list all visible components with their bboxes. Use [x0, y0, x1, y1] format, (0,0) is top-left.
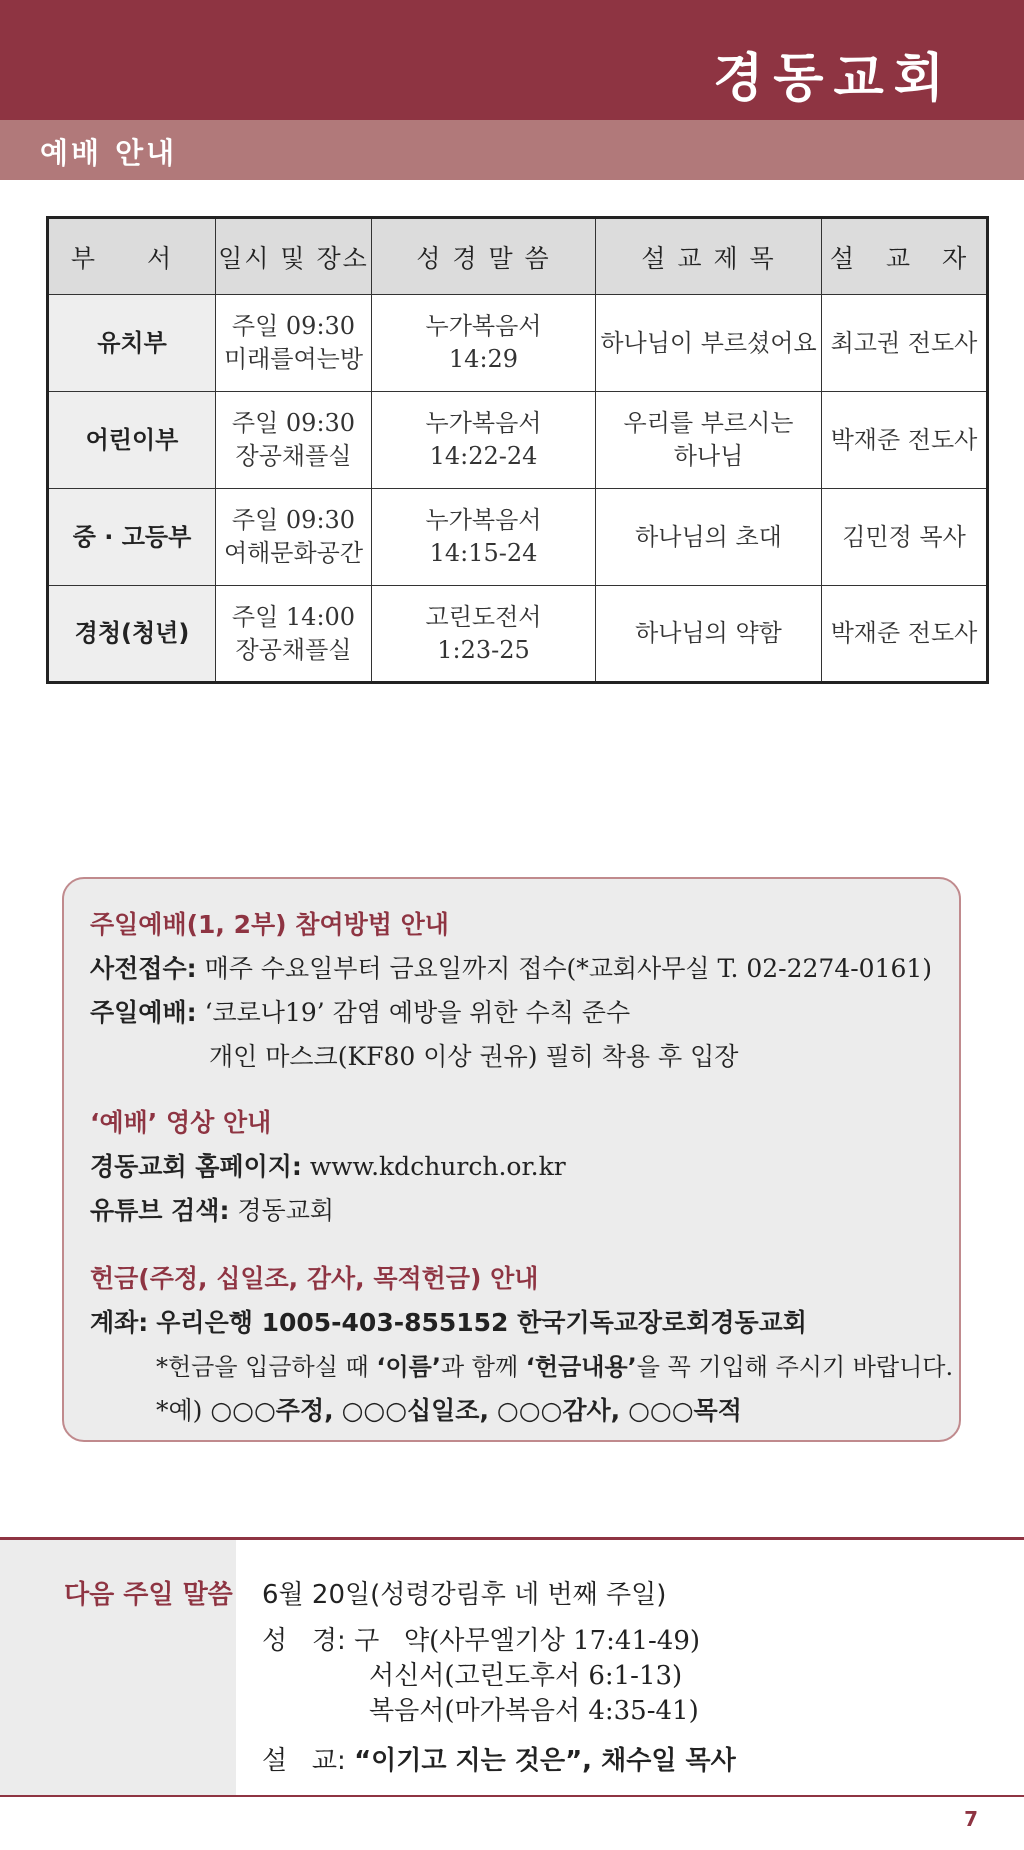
time-text: 주일 09:30: [231, 409, 356, 437]
next-week-date: 6월 20일(성령강림후 네 번째 주일): [262, 1580, 667, 1610]
mask-notice: 개인 마스크(KF80 이상 권유) 필히 착용 후 입장: [209, 1042, 739, 1071]
time-text: 주일 14:00: [231, 602, 356, 631]
offering-example: [156, 1391, 742, 1427]
sermon-label: 설 교:: [262, 1746, 346, 1776]
table-row: [48, 295, 988, 392]
scripture-cell: [372, 392, 596, 489]
sermon-title-cell: [596, 295, 822, 392]
next-week-label: 다음 주일 말씀: [64, 1580, 233, 1610]
sermon-title-text: 하나님의 초대: [635, 522, 782, 551]
offering-note-suffix: 을 꼭 기입해 주시기 바랍니다.: [636, 1353, 954, 1381]
reservation-line: [90, 949, 932, 985]
department-cell: 중 · 고등부: [48, 489, 216, 586]
preacher-cell: 박재준 전도사: [822, 392, 988, 489]
bible-verse-text: 14:22-24: [429, 442, 538, 470]
homepage-line: [90, 1147, 566, 1183]
header-sermon-title: 설 교 제 목: [596, 218, 822, 295]
bible-book-text: 고린도전서: [425, 602, 542, 631]
example-item: ○○○목적: [628, 1396, 742, 1425]
time-text: 주일 09:30: [231, 312, 356, 340]
time-place-cell: [216, 295, 372, 392]
place-text: 장공채플실: [235, 635, 352, 664]
youtube-text: 경동교회: [237, 1196, 335, 1225]
time-place-cell: [216, 489, 372, 586]
bible-book-text: 누가복음서: [425, 312, 542, 340]
place-text: 장공채플실: [235, 442, 352, 470]
sermon-text: “이기고 지는 것은”, 채수일 목사: [354, 1746, 736, 1776]
homepage-label: 경동교회 홈페이지:: [90, 1152, 302, 1181]
offering-note: [156, 1347, 953, 1382]
bible-verse-text: 14:15-24: [429, 539, 538, 567]
offering-note-prefix: *헌금을 입금하실 때: [156, 1353, 377, 1381]
sermon-title-cell: [596, 586, 822, 683]
header-preacher: 설 교 자: [822, 218, 988, 295]
offering-note-name: ‘이름’: [376, 1353, 441, 1381]
next-week-bottom-rule: [0, 1795, 1024, 1797]
bible-book-text: 누가복음서: [425, 506, 542, 534]
scripture-cell: [372, 489, 596, 586]
reservation-label: 사전접수:: [90, 954, 197, 983]
offering-note-content: ‘헌금내용’: [525, 1353, 637, 1381]
department-cell: 경청(청년): [48, 586, 216, 683]
time-place-cell: [216, 392, 372, 489]
place-text: 미래를여는방: [223, 345, 364, 373]
old-testament-reading: 구 약(사무엘기상 17:41-49): [354, 1626, 701, 1656]
example-item: ○○○주정,: [210, 1396, 334, 1425]
account-line: [90, 1303, 807, 1339]
bible-book-text: 누가복음서: [425, 409, 542, 437]
church-brand-logo: 경동교회: [713, 48, 954, 109]
scripture-cell: [372, 295, 596, 392]
offering-note-mid: 과 함께: [440, 1353, 526, 1381]
preacher-cell: 김민정 목사: [822, 489, 988, 586]
participation-heading: 주일예배(1, 2부) 참여방법 안내: [90, 910, 449, 939]
preacher-cell: 최고권 전도사: [822, 295, 988, 392]
example-item: ○○○감사,: [496, 1396, 621, 1425]
header-scripture: 성 경 말 씀: [372, 218, 596, 295]
scripture-label: 성 경:: [262, 1626, 346, 1656]
youtube-line: [90, 1191, 334, 1227]
table-row: [48, 392, 988, 489]
sermon-title-text: 우리를 부르시는: [623, 409, 794, 437]
bible-verse-text: 14:29: [448, 345, 519, 373]
video-heading: ‘예배’ 영상 안내: [90, 1108, 272, 1137]
scripture-cell: [372, 586, 596, 683]
example-item: ○○○십일조,: [341, 1396, 489, 1425]
example-prefix: *예): [156, 1396, 211, 1425]
offering-heading: 헌금(주정, 십일조, 감사, 목적헌금) 안내: [90, 1264, 539, 1293]
department-cell: 어린이부: [48, 392, 216, 489]
worship-info-box: [62, 877, 961, 1442]
account-label: 계좌:: [90, 1308, 149, 1337]
page-number: 7: [964, 1807, 978, 1831]
worship-schedule-table: [46, 216, 989, 684]
time-place-cell: [216, 586, 372, 683]
table-row: [48, 586, 988, 683]
sermon-title-text: 하나님의 약함: [635, 619, 782, 647]
sermon-title-cell: [596, 392, 822, 489]
sunday-worship-text: ‘코로나19’ 감염 예방을 위한 수칙 준수: [204, 998, 631, 1027]
reservation-text: 매주 수요일부터 금요일까지 접수(*교회사무실 T. 02-2274-0161): [204, 954, 933, 983]
sermon-title-cell: [596, 489, 822, 586]
account-text: 우리은행 1005-403-855152 한국기독교장로회경동교회: [156, 1308, 807, 1337]
header-department: 부 서: [48, 218, 216, 295]
sunday-worship-label: 주일예배:: [90, 998, 197, 1027]
gospel-reading: 복음서(마가복음서 4:35-41): [369, 1696, 699, 1726]
youtube-label: 유튜브 검색:: [90, 1196, 230, 1225]
epistle-reading: 서신서(고린도후서 6:1-13): [369, 1661, 683, 1691]
homepage-url: www.kdchurch.or.kr: [309, 1152, 566, 1181]
section-title: 예배 안내: [40, 136, 178, 170]
header-time-place: 일시 및 장소: [216, 218, 372, 295]
scripture-line: [262, 1620, 700, 1657]
table-header-row: [48, 218, 988, 295]
preacher-cell: 박재준 전도사: [822, 586, 988, 683]
department-cell: 유치부: [48, 295, 216, 392]
sermon-title-text: 하나님: [673, 442, 744, 470]
sermon-line: [262, 1740, 736, 1777]
sunday-worship-line: [90, 993, 630, 1029]
place-text: 여해문화공간: [223, 539, 364, 567]
table-row: [48, 489, 988, 586]
sermon-title-text: 하나님이 부르셨어요: [600, 328, 817, 357]
bible-verse-text: 1:23-25: [437, 635, 530, 664]
time-text: 주일 09:30: [231, 506, 356, 534]
